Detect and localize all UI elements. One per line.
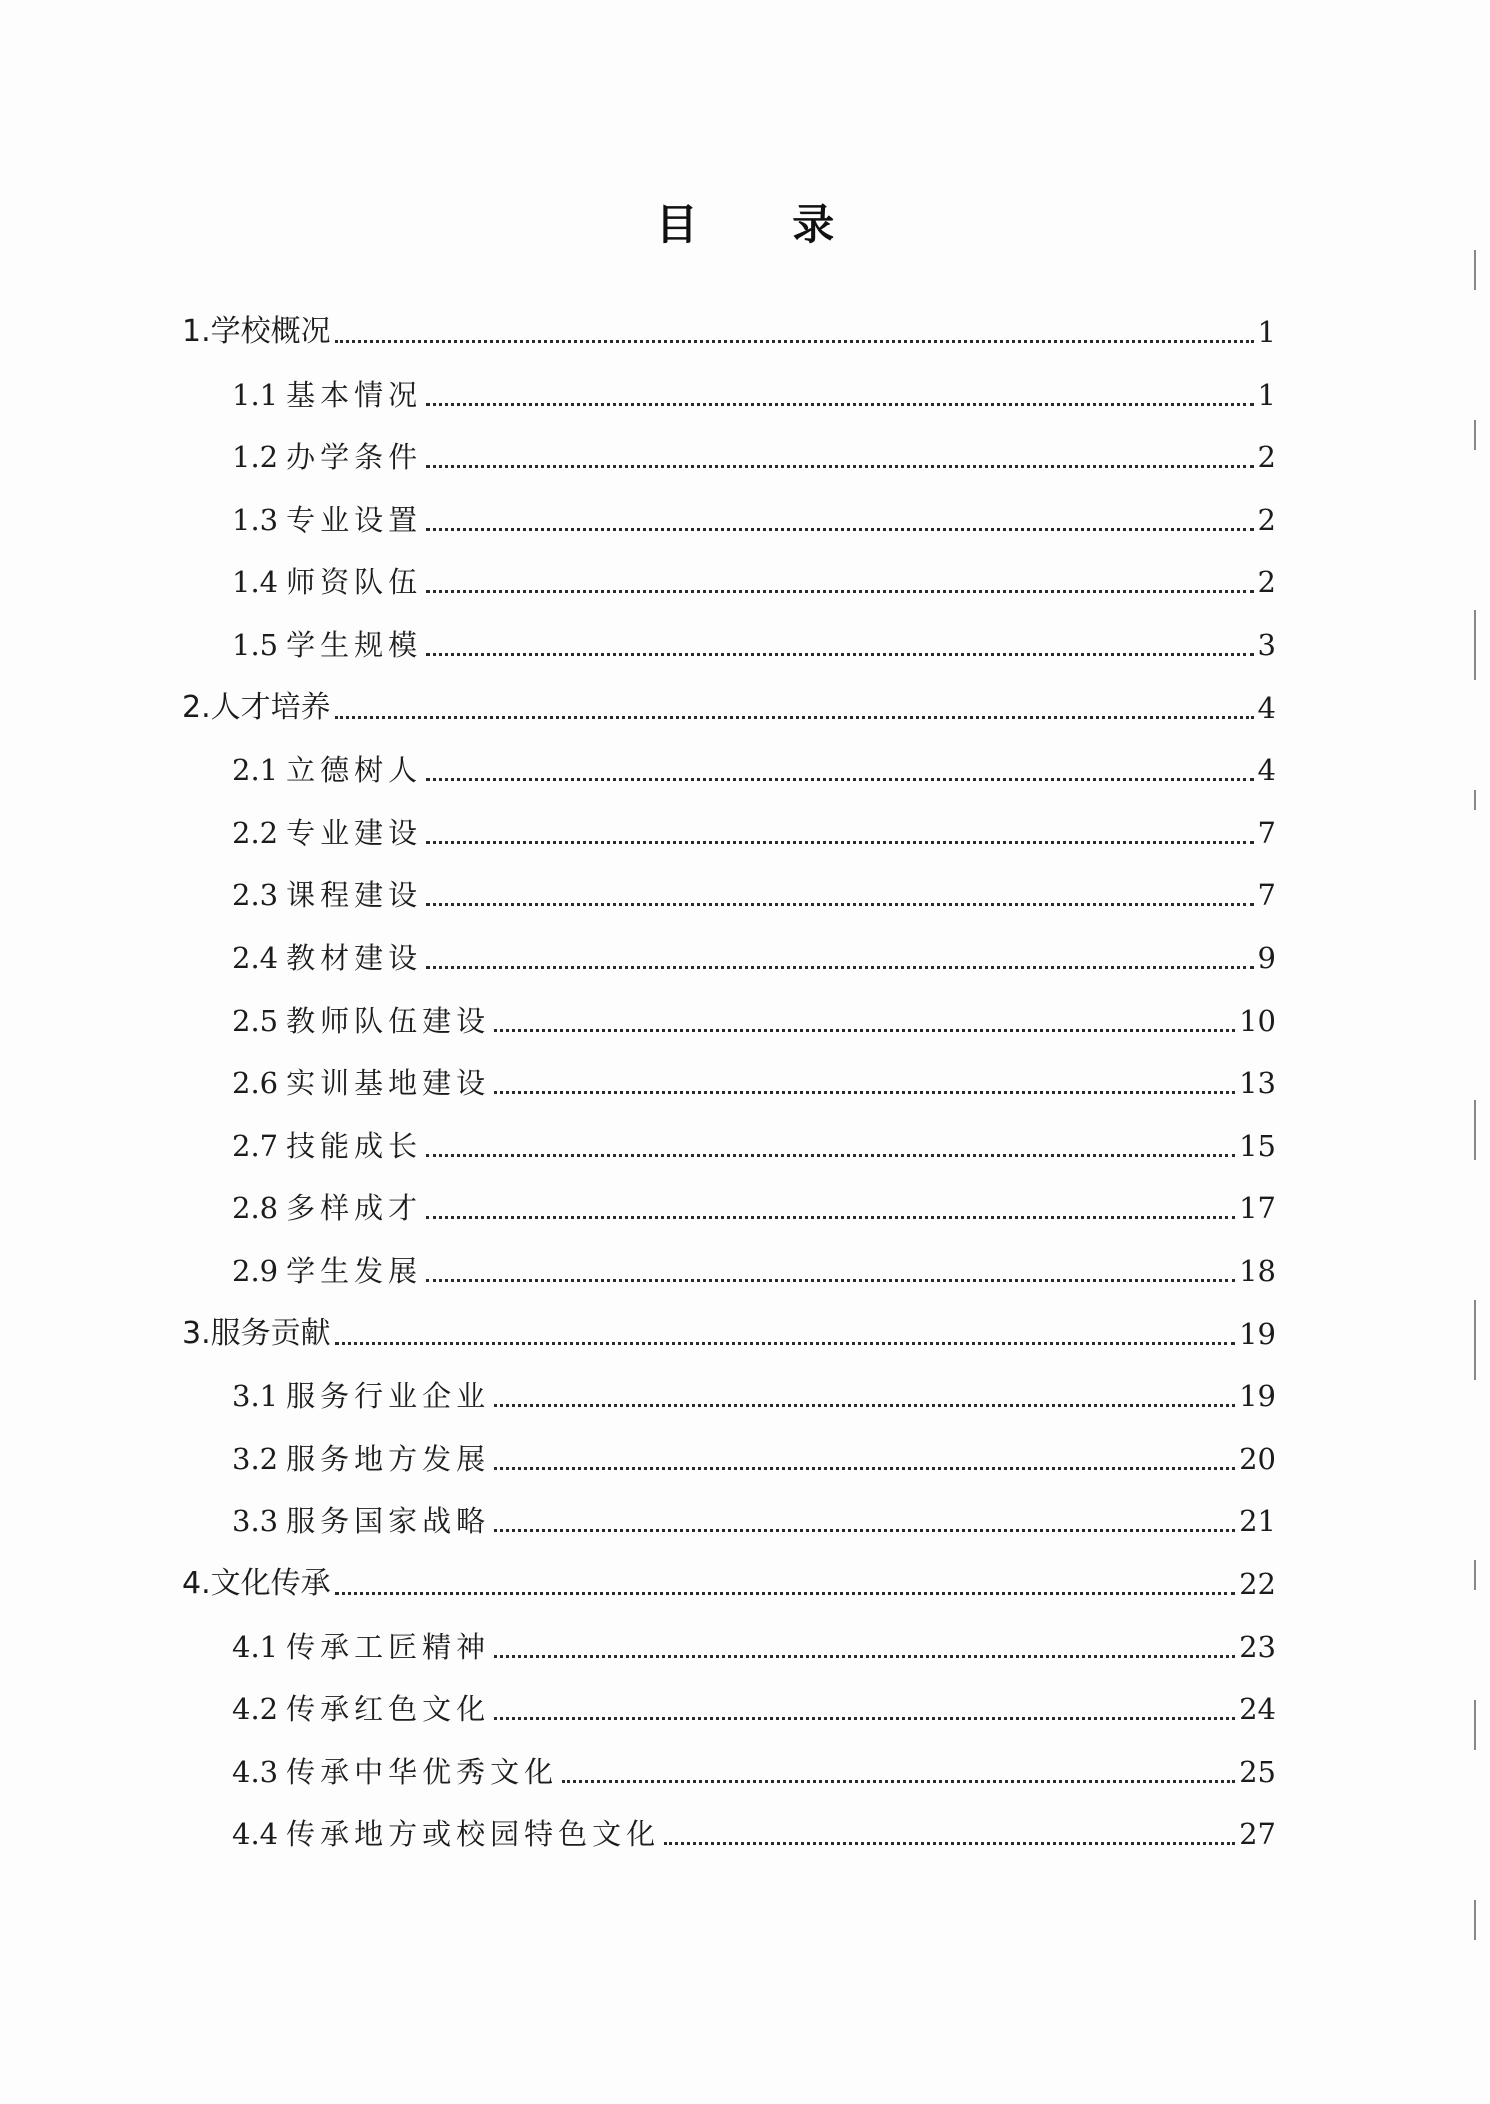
toc-entry-number: 4.4 bbox=[232, 1817, 279, 1851]
toc-page-number: 4 bbox=[1257, 753, 1276, 787]
toc-entry-label bbox=[232, 1251, 422, 1291]
toc-section-entry[interactable] bbox=[232, 1814, 1276, 1854]
toc-entry-number: 2.1 bbox=[232, 753, 279, 787]
toc-page-number: 15 bbox=[1239, 1129, 1276, 1163]
toc-dot-leader bbox=[494, 1467, 1235, 1470]
toc-entry-label bbox=[232, 437, 422, 477]
toc-entry-label bbox=[232, 1188, 422, 1228]
scan-mark bbox=[1474, 1560, 1476, 1590]
toc-entry-text: 人才培养 bbox=[210, 690, 331, 725]
toc-page-number: 4 bbox=[1257, 691, 1276, 725]
toc-entry-label bbox=[232, 1376, 490, 1416]
toc-entry-number: 3.2 bbox=[232, 1442, 279, 1476]
toc-section-entry[interactable] bbox=[232, 562, 1276, 602]
toc-page-number: 1 bbox=[1257, 378, 1276, 412]
toc-section-entry[interactable] bbox=[232, 437, 1276, 477]
toc-entry-text: 服务地方发展 bbox=[286, 1442, 491, 1476]
toc-entry-label bbox=[232, 1814, 660, 1854]
toc-dot-leader bbox=[494, 1029, 1235, 1032]
toc-dot-leader bbox=[494, 1655, 1235, 1658]
toc-entry-label bbox=[232, 1689, 490, 1729]
toc-section-entry[interactable] bbox=[232, 1126, 1276, 1166]
toc-entry-label bbox=[232, 500, 422, 540]
scan-mark bbox=[1474, 1700, 1476, 1750]
scan-mark bbox=[1474, 610, 1476, 680]
toc-section-entry[interactable] bbox=[232, 813, 1276, 853]
toc-entry-text: 学校概况 bbox=[210, 314, 331, 349]
toc-page-number: 27 bbox=[1239, 1817, 1276, 1851]
toc-page-number: 9 bbox=[1257, 941, 1276, 975]
toc-section-entry[interactable] bbox=[232, 1752, 1276, 1792]
toc-section-entry[interactable] bbox=[232, 625, 1276, 665]
toc-entry-label bbox=[232, 750, 422, 790]
toc-section-entry[interactable] bbox=[232, 500, 1276, 540]
toc-entry-number: 2. bbox=[182, 690, 211, 725]
toc-chapter-entry[interactable] bbox=[182, 1314, 1276, 1354]
toc-entry-text: 传承中华优秀文化 bbox=[286, 1755, 559, 1789]
toc-section-entry[interactable] bbox=[232, 1439, 1276, 1479]
toc-page-number: 23 bbox=[1239, 1630, 1276, 1664]
toc-entry-label bbox=[182, 688, 331, 728]
toc-dot-leader bbox=[494, 1404, 1235, 1407]
toc-entry-label bbox=[232, 1627, 490, 1667]
toc-page-number: 13 bbox=[1239, 1066, 1276, 1100]
toc-entry-number: 2.5 bbox=[232, 1004, 279, 1038]
toc-section-entry[interactable] bbox=[232, 1001, 1276, 1041]
toc-dot-leader bbox=[426, 403, 1253, 406]
toc-section-entry[interactable] bbox=[232, 1188, 1276, 1228]
toc-entry-label bbox=[232, 1501, 490, 1541]
toc-entry-label bbox=[232, 1439, 490, 1479]
toc-dot-leader bbox=[335, 716, 1254, 719]
toc-entry-label bbox=[182, 1564, 331, 1604]
toc-entry-label bbox=[232, 625, 422, 665]
toc-entry-label bbox=[182, 1314, 331, 1354]
toc-entry-label bbox=[232, 375, 422, 415]
toc-entry-number: 1.2 bbox=[232, 440, 279, 474]
toc-entry-number: 2.3 bbox=[232, 878, 279, 912]
scan-mark bbox=[1474, 1300, 1476, 1380]
toc-entry-number: 3.3 bbox=[232, 1504, 279, 1538]
toc-dot-leader bbox=[494, 1091, 1235, 1094]
toc-page-number: 22 bbox=[1239, 1567, 1276, 1601]
toc-section-entry[interactable] bbox=[232, 375, 1276, 415]
toc-entry-label bbox=[232, 1001, 490, 1041]
toc-section-entry[interactable] bbox=[232, 875, 1276, 915]
toc-section-entry[interactable] bbox=[232, 1251, 1276, 1291]
toc-page-number: 18 bbox=[1239, 1254, 1276, 1288]
toc-page-number: 25 bbox=[1239, 1755, 1276, 1789]
toc-section-entry[interactable] bbox=[232, 1376, 1276, 1416]
toc-dot-leader bbox=[426, 1216, 1235, 1219]
toc-dot-leader bbox=[426, 528, 1253, 531]
toc-entry-text: 师资队伍 bbox=[286, 565, 423, 599]
toc-entry-number: 1.1 bbox=[232, 378, 279, 412]
toc-entry-text: 服务行业企业 bbox=[286, 1379, 491, 1413]
toc-entry-number: 4. bbox=[182, 1566, 211, 1601]
toc-entry-number: 1.5 bbox=[232, 628, 279, 662]
toc-entry-text: 多样成才 bbox=[286, 1191, 423, 1225]
toc-entry-number: 3. bbox=[182, 1316, 211, 1351]
toc-dot-leader bbox=[494, 1529, 1235, 1532]
toc-page-number: 17 bbox=[1239, 1191, 1276, 1225]
toc-page-number: 19 bbox=[1239, 1379, 1276, 1413]
toc-dot-leader bbox=[426, 966, 1253, 969]
toc-entry-number: 1.4 bbox=[232, 565, 279, 599]
toc-page-number: 24 bbox=[1239, 1692, 1276, 1726]
toc-entry-label bbox=[232, 938, 422, 978]
toc-page-number: 2 bbox=[1257, 440, 1276, 474]
toc-dot-leader bbox=[426, 778, 1253, 781]
toc-entry-number: 2.6 bbox=[232, 1066, 279, 1100]
toc-page-number: 10 bbox=[1239, 1004, 1276, 1038]
scan-mark bbox=[1474, 1100, 1476, 1160]
toc-entry-text: 课程建设 bbox=[286, 878, 423, 912]
toc-section-entry[interactable] bbox=[232, 1063, 1276, 1103]
toc-entry-label bbox=[232, 1752, 558, 1792]
toc-entry-label bbox=[232, 1063, 490, 1103]
toc-entry-number: 2.2 bbox=[232, 816, 279, 850]
toc-page-number: 21 bbox=[1239, 1504, 1276, 1538]
toc-section-entry[interactable] bbox=[232, 1501, 1276, 1541]
toc-entry-text: 学生规模 bbox=[286, 628, 423, 662]
toc-page-number: 3 bbox=[1257, 628, 1276, 662]
toc-chapter-entry[interactable] bbox=[182, 688, 1276, 728]
toc-section-entry[interactable] bbox=[232, 938, 1276, 978]
toc-entry-number: 4.3 bbox=[232, 1755, 279, 1789]
toc-entry-text: 立德树人 bbox=[286, 753, 423, 787]
toc-entry-text: 传承红色文化 bbox=[286, 1692, 491, 1726]
toc-page-number: 7 bbox=[1257, 878, 1276, 912]
toc-dot-leader bbox=[494, 1717, 1235, 1720]
toc-dot-leader bbox=[562, 1780, 1235, 1783]
toc-entry-number: 2.4 bbox=[232, 941, 279, 975]
toc-page-number: 19 bbox=[1239, 1317, 1276, 1351]
toc-section-entry[interactable] bbox=[232, 750, 1276, 790]
toc-dot-leader bbox=[335, 1592, 1235, 1595]
toc-entry-number: 2.7 bbox=[232, 1129, 279, 1163]
toc-entry-label bbox=[232, 1126, 422, 1166]
toc-entry-text: 技能成长 bbox=[286, 1129, 423, 1163]
scan-mark bbox=[1474, 250, 1476, 290]
toc-dot-leader bbox=[426, 1279, 1235, 1282]
toc-dot-leader bbox=[426, 903, 1253, 906]
toc-entry-text: 教师队伍建设 bbox=[286, 1004, 491, 1038]
toc-chapter-entry[interactable] bbox=[182, 1564, 1276, 1604]
toc-entry-text: 实训基地建设 bbox=[286, 1066, 491, 1100]
toc-entry-text: 基本情况 bbox=[286, 378, 423, 412]
toc-dot-leader bbox=[426, 653, 1253, 656]
toc-page-number: 20 bbox=[1239, 1442, 1276, 1476]
toc-dot-leader bbox=[426, 590, 1253, 593]
toc-entry-number: 3.1 bbox=[232, 1379, 279, 1413]
scan-mark bbox=[1474, 420, 1476, 450]
toc-entry-number: 4.2 bbox=[232, 1692, 279, 1726]
toc-dot-leader bbox=[426, 465, 1253, 468]
toc-page-number: 7 bbox=[1257, 816, 1276, 850]
toc-page-number: 2 bbox=[1257, 565, 1276, 599]
toc-dot-leader bbox=[426, 1154, 1235, 1157]
toc-page-number: 1 bbox=[1257, 315, 1276, 349]
toc-entry-number: 4.1 bbox=[232, 1630, 279, 1664]
toc-entry-label bbox=[232, 562, 422, 602]
scan-edge-artifact bbox=[1474, 0, 1478, 2104]
toc-page-number: 2 bbox=[1257, 503, 1276, 537]
toc-section-entry[interactable] bbox=[232, 1689, 1276, 1729]
toc-entry-number: 2.8 bbox=[232, 1191, 279, 1225]
toc-entry-number: 1. bbox=[182, 314, 211, 349]
toc-entry-number: 1.3 bbox=[232, 503, 279, 537]
toc-entry-text: 教材建设 bbox=[286, 941, 423, 975]
toc-entry-label bbox=[232, 813, 422, 853]
toc-entry-text: 文化传承 bbox=[210, 1566, 331, 1601]
toc-entry-text: 专业设置 bbox=[286, 503, 423, 537]
toc-entry-text: 专业建设 bbox=[286, 816, 423, 850]
toc-entry-text: 传承地方或校园特色文化 bbox=[286, 1817, 661, 1851]
toc-entry-text: 服务贡献 bbox=[210, 1316, 331, 1351]
toc-entry-number: 2.9 bbox=[232, 1254, 279, 1288]
scan-mark bbox=[1474, 1900, 1476, 1940]
toc-dot-leader bbox=[335, 340, 1254, 343]
scan-mark bbox=[1474, 790, 1476, 810]
toc-section-entry[interactable] bbox=[232, 1627, 1276, 1667]
toc-entry-text: 办学条件 bbox=[286, 440, 423, 474]
toc-dot-leader bbox=[335, 1342, 1235, 1345]
toc-entry-text: 学生发展 bbox=[286, 1254, 423, 1288]
toc-chapter-entry[interactable] bbox=[182, 312, 1276, 352]
toc-dot-leader bbox=[664, 1842, 1235, 1845]
toc-entry-text: 传承工匠精神 bbox=[286, 1630, 491, 1664]
toc-entry-text: 服务国家战略 bbox=[286, 1504, 491, 1538]
page-title: 目 录 bbox=[655, 200, 875, 249]
toc-entry-label bbox=[182, 312, 331, 352]
toc-dot-leader bbox=[426, 841, 1253, 844]
toc-entry-label bbox=[232, 875, 422, 915]
